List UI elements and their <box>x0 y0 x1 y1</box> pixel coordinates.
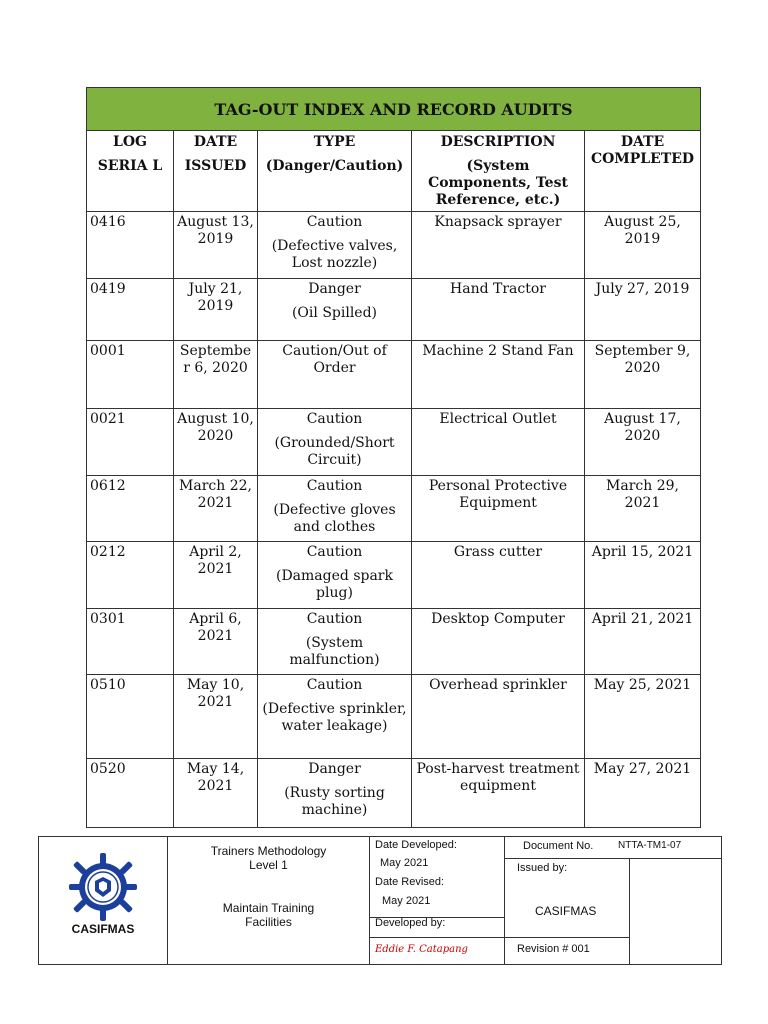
logo-column <box>39 837 168 964</box>
cell-type-text: Caution <box>306 611 363 627</box>
table-body <box>87 212 701 828</box>
org-label: CASIFMAS <box>71 922 135 936</box>
cell-description <box>412 759 585 828</box>
table-row <box>87 409 701 476</box>
cell-date-issued <box>174 476 258 542</box>
cell-date-completed-text: August 17, 2020 <box>604 411 681 444</box>
header-type-label: TYPE <box>313 134 356 150</box>
course-line-1: Trainers Methodology <box>210 844 327 858</box>
cell-date-issued-text: August 10, 2020 <box>177 411 254 444</box>
document-footer <box>38 836 722 965</box>
cell-date-issued <box>174 609 258 675</box>
cell-serial-text: 0212 <box>90 544 126 560</box>
cell-serial-text: 0001 <box>90 343 126 359</box>
issued-by-value: CASIFMAS <box>535 904 597 918</box>
cell-description <box>412 675 585 759</box>
cell-date-completed <box>585 279 701 341</box>
issued-by-label: Issued by: <box>517 862 568 874</box>
tag-out-table <box>86 87 701 828</box>
date-developed-value: May 2021 <box>380 857 429 869</box>
cell-date-issued <box>174 341 258 409</box>
dates-column <box>370 837 505 964</box>
cell-date-completed-text: July 27, 2019 <box>595 281 690 297</box>
cell-description-text: Machine 2 Stand Fan <box>422 343 574 359</box>
casifmas-logo <box>67 851 139 923</box>
cell-serial <box>87 542 174 609</box>
cell-date-issued <box>174 212 258 279</box>
cell-type-text: Caution <box>306 214 363 230</box>
cell-date-issued-text: May 14, 2021 <box>186 761 245 794</box>
module-line-2: Facilities <box>245 915 292 929</box>
header-log: LOG <box>113 134 147 150</box>
cell-serial-text: 0510 <box>90 677 126 693</box>
type-note: (Rusty sorting machine) <box>284 785 385 818</box>
cell-date-completed-text: September 9, 2020 <box>594 343 691 376</box>
table-row <box>87 212 701 279</box>
header-log-serial <box>87 131 174 212</box>
revision-box <box>505 937 629 955</box>
header-row <box>87 131 701 212</box>
cell-date-issued <box>174 675 258 759</box>
type-note: (Defective sprinkler, water leakage) <box>262 701 407 734</box>
cell-serial <box>87 476 174 542</box>
revision-value: Revision # 001 <box>517 943 590 955</box>
type-note: (Damaged spark plug) <box>276 568 393 601</box>
cell-serial-text: 0520 <box>90 761 126 777</box>
cell-date-completed <box>585 675 701 759</box>
header-type <box>258 131 412 212</box>
date-revised-label: Date Revised: <box>375 876 445 888</box>
cell-type <box>258 409 412 476</box>
cell-type <box>258 341 412 409</box>
cell-serial <box>87 675 174 759</box>
cell-type <box>258 476 412 542</box>
module-title <box>168 901 369 929</box>
cell-type-text: Caution <box>306 478 363 494</box>
table-row <box>87 675 701 759</box>
table-row <box>87 759 701 828</box>
blank-cell <box>629 859 630 964</box>
cell-type-text: Danger <box>308 281 361 297</box>
cell-serial <box>87 609 174 675</box>
cell-date-issued <box>174 542 258 609</box>
cell-date-completed-text: August 25, 2019 <box>604 214 681 247</box>
developer-box <box>370 937 504 955</box>
cell-serial-text: 0301 <box>90 611 126 627</box>
cell-description-text: Personal Protective Equipment <box>428 478 568 511</box>
developed-by-label: Developed by: <box>375 917 446 929</box>
table-row <box>87 542 701 609</box>
cell-type-text: Caution/Out of Order <box>282 343 387 376</box>
cell-date-issued-text: August 13, 2019 <box>177 214 254 247</box>
type-note: (Oil Spilled) <box>291 305 378 321</box>
course-title <box>168 844 369 872</box>
cell-date-issued <box>174 759 258 828</box>
cell-description-text: Hand Tractor <box>450 281 546 297</box>
course-line-2: Level 1 <box>249 858 288 872</box>
cell-type-text: Caution <box>306 677 363 693</box>
cell-serial <box>87 279 174 341</box>
header-serial: SERIA L <box>97 158 163 174</box>
cell-serial <box>87 409 174 476</box>
developer-signature: Eddie F. Catapang <box>375 944 468 955</box>
table-title: TAG-OUT INDEX AND RECORD AUDITS <box>87 88 701 131</box>
document-no-value: NTTA-TM1-07 <box>618 840 682 851</box>
cell-date-completed-text: May 27, 2021 <box>593 761 692 777</box>
cell-date-issued-text: May 10, 2021 <box>186 677 245 710</box>
cell-serial <box>87 759 174 828</box>
cell-serial-text: 0612 <box>90 478 126 494</box>
cell-date-completed-text: March 29, 2021 <box>606 478 679 511</box>
cell-date-issued <box>174 279 258 341</box>
cell-date-completed <box>585 476 701 542</box>
date-developed-label: Date Developed: <box>375 839 457 851</box>
cell-type-text: Caution <box>306 411 363 427</box>
document-no-row <box>505 837 721 859</box>
cell-serial-text: 0416 <box>90 214 126 230</box>
cell-description-text: Desktop Computer <box>431 611 565 627</box>
dates-box <box>370 837 504 918</box>
cell-date-completed <box>585 409 701 476</box>
cell-date-issued-text: Septembe r 6, 2020 <box>179 343 252 376</box>
cell-description <box>412 341 585 409</box>
cell-type <box>258 212 412 279</box>
type-note: (Defective valves, Lost nozzle) <box>271 238 398 271</box>
header-date-completed <box>585 131 701 212</box>
cell-serial-text: 0419 <box>90 281 126 297</box>
cell-description-text: Knapsack sprayer <box>434 214 562 230</box>
header-type-sub: (Danger/Caution) <box>265 158 404 174</box>
table-row <box>87 609 701 675</box>
cell-description <box>412 279 585 341</box>
cell-type <box>258 542 412 609</box>
cell-description <box>412 476 585 542</box>
document-no-label: Document No. <box>523 840 594 852</box>
table-row <box>87 476 701 542</box>
cell-date-completed-text: April 21, 2021 <box>591 611 694 627</box>
cell-description <box>412 212 585 279</box>
course-column <box>168 837 370 964</box>
cell-date-issued <box>174 409 258 476</box>
module-line-1: Maintain Training <box>222 901 315 915</box>
type-note: (System malfunction) <box>289 635 380 668</box>
cell-description <box>412 542 585 609</box>
cell-type <box>258 759 412 828</box>
cell-serial <box>87 341 174 409</box>
cell-description-text: Post-harvest treatment equipment <box>416 761 580 794</box>
type-note: (Defective gloves and clothes <box>273 502 396 535</box>
cell-date-completed <box>585 609 701 675</box>
header-description <box>412 131 585 212</box>
cell-description <box>412 409 585 476</box>
cell-type <box>258 675 412 759</box>
cell-serial <box>87 212 174 279</box>
table-row <box>87 279 701 341</box>
cell-date-issued-text: April 2, 2021 <box>189 544 242 577</box>
cell-date-issued-text: March 22, 2021 <box>179 478 252 511</box>
table-row <box>87 341 701 409</box>
cell-description <box>412 609 585 675</box>
cell-date-completed-text: April 15, 2021 <box>591 544 694 560</box>
cell-type <box>258 609 412 675</box>
cell-date-completed-text: May 25, 2021 <box>593 677 692 693</box>
header-completed: DATE COMPLETED <box>590 134 695 167</box>
cell-date-completed <box>585 212 701 279</box>
date-revised-value: May 2021 <box>382 895 431 907</box>
cell-serial-text: 0021 <box>90 411 126 427</box>
cell-description-text: Overhead sprinkler <box>429 677 567 693</box>
cell-type <box>258 279 412 341</box>
cell-type-text: Caution <box>306 544 363 560</box>
cell-date-issued-text: July 21, 2019 <box>188 281 243 314</box>
cell-date-completed <box>585 542 701 609</box>
cell-description-text: Electrical Outlet <box>439 411 557 427</box>
header-desc-sub: (System Components, Test Reference, etc.) <box>428 158 568 208</box>
header-date-issued <box>174 131 258 212</box>
cell-date-completed <box>585 341 701 409</box>
cell-date-completed <box>585 759 701 828</box>
header-date: DATE <box>193 134 238 150</box>
cell-description-text: Grass cutter <box>453 544 543 560</box>
type-note: (Grounded/Short Circuit) <box>274 435 395 468</box>
cell-type-text: Danger <box>308 761 361 777</box>
header-desc-label: DESCRIPTION <box>440 134 556 150</box>
header-issued: ISSUED <box>184 158 247 174</box>
cell-date-issued-text: April 6, 2021 <box>189 611 242 644</box>
document-column <box>505 837 721 964</box>
